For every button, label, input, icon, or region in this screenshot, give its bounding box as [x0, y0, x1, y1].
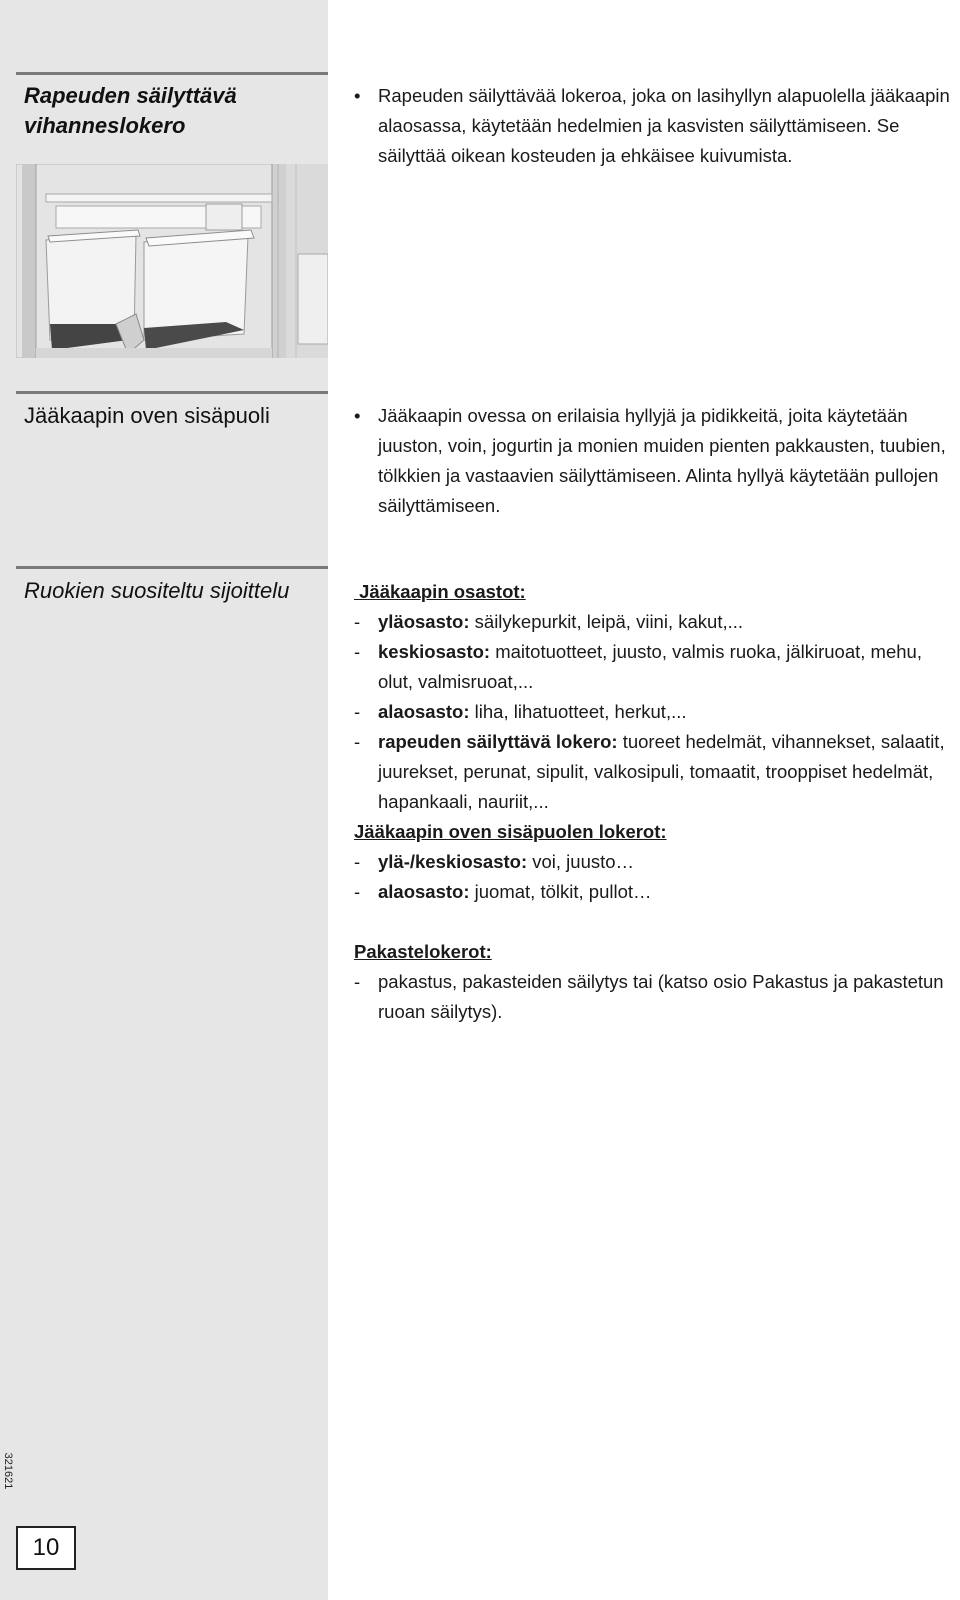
list-item: - alaosasto: juomat, tölkit, pullot… [354, 881, 652, 902]
crisper-drawer-illustration [16, 164, 328, 358]
section-body-placement [354, 577, 954, 1027]
section-body-crisper [354, 81, 954, 171]
section-divider [16, 566, 328, 569]
list-item: - alaosasto: liha, lihatuotteet, herkut,... [354, 701, 687, 722]
section-body-door [354, 401, 954, 521]
section-heading-placement: Ruokien suositeltu sijoittelu [24, 578, 290, 603]
list-item: • Jääkaapin ovessa on erilaisia hyllyjä ja pidikkeitä, joita käytetään juuston, voin, jogurtin ja monien muiden pienten pakkausten, tuubien, tölkkien ja vastaavien säilyttämiseen. Alinta hyllyä käytetään pullojen säilyttämiseen. [354, 401, 954, 521]
group-title: Jääkaapin oven sisäpuolen lokerot: [354, 821, 667, 842]
page-number: 10 [16, 1526, 76, 1570]
section-divider [16, 72, 328, 75]
group-title: Pakastelokerot: [354, 941, 492, 962]
section-divider [16, 391, 328, 394]
section-heading-door: Jääkaapin oven sisäpuoli [24, 403, 270, 428]
bullet-icon: • [354, 85, 361, 106]
list-item: - keskiosasto: maitotuotteet, juusto, valmis ruoka, jälkiruoat, mehu, olut, valmisruoat,... [354, 641, 922, 692]
bullet-icon: • [354, 405, 361, 426]
list-item: - yläosasto: säilykepurkit, leipä, viini, kakut,... [354, 611, 744, 632]
section-heading-crisper: Rapeuden säilyttävä vihanneslokero [24, 83, 237, 138]
list-item: - rapeuden säilyttävä lokero: tuoreet hedelmät, vihannekset, salaatit, juurekset, perunat, sipulit, valkosipuli, tomaatit, trooppiset hedelmät, hapankaali, nauriit,... [354, 731, 945, 812]
document-code: 321621 [2, 1452, 14, 1490]
group-title: Jääkaapin osastot: [354, 581, 526, 602]
list-item: • Rapeuden säilyttävää lokeroa, joka on lasihyllyn alapuolella jääkaapin alaosassa, käytetään hedelmien ja kasvisten säilyttämiseen. Se säilyttää oikean kosteuden ja ehkäisee kuivumista. [354, 81, 954, 171]
list-item: - ylä-/keskiosasto: voi, juusto… [354, 851, 635, 872]
list-item: - pakastus, pakasteiden säilytys tai (katso osio Pakastus ja pakastetun ruoan säilytys). [354, 971, 944, 1022]
